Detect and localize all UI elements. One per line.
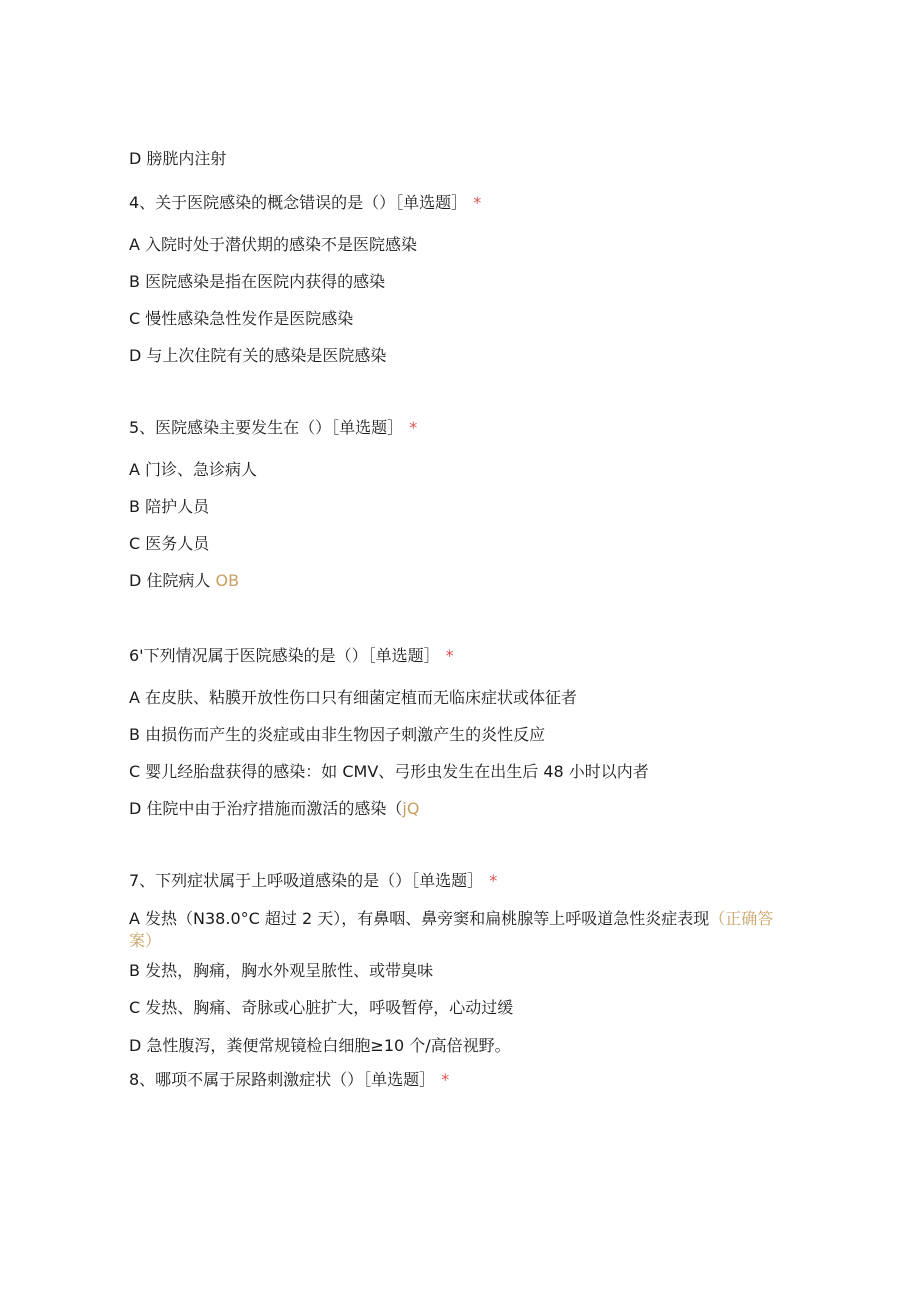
required-star: * (409, 418, 418, 437)
q5-option-d[interactable] (129, 570, 239, 592)
question-4 (129, 192, 481, 214)
question-4-stem: 4、关于医院感染的概念错误的是（）［单选题］ (129, 193, 468, 212)
required-star: * (473, 193, 482, 212)
question-6-stem: 6'下列情况属于医院感染的是（）［单选题］ (129, 646, 440, 665)
required-star: * (441, 1070, 450, 1089)
q7-option-b[interactable]: B 发热，胸痛，胸水外观呈脓性、或带臭味 (129, 961, 434, 980)
question-7-stem: 7、下列症状属于上呼吸道感染的是（）［单选题］ (129, 871, 484, 890)
q7-option-a-text: A 发热（N38.0°C 超过 2 天），有鼻咽、鼻旁窦和扁桃腺等上呼吸道急性炎症表现 (129, 909, 710, 928)
question-7 (129, 870, 497, 892)
q4-option-d[interactable]: D 与上次住院有关的感染是医院感染 (129, 346, 387, 365)
q4-option-b[interactable]: B 医院感染是指在医院内获得的感染 (129, 272, 386, 291)
answer-mark: OB (215, 571, 240, 590)
q3-option-d[interactable]: D 膀胱内注射 (129, 149, 227, 168)
required-star: * (445, 646, 454, 665)
question-5 (129, 417, 417, 439)
q5-option-b[interactable]: B 陪护人员 (129, 497, 210, 516)
q4-option-a[interactable]: A 入院时处于潜伏期的感染不是医院感染 (129, 235, 418, 254)
question-8 (129, 1069, 449, 1091)
q6-option-b[interactable]: B 由损伤而产生的炎症或由非生物因子刺激产生的炎性反应 (129, 725, 546, 744)
q5-option-d-text: D 住院病人 (129, 571, 211, 590)
q4-option-c[interactable]: C 慢性感染急性发作是医院感染 (129, 309, 354, 328)
q6-option-c[interactable]: C 婴儿经胎盘获得的感染：如 CMV、弓形虫发生在出生后 48 小时以内者 (129, 762, 649, 781)
question-8-stem: 8、哪项不属于尿路刺激症状（）［单选题］ (129, 1070, 436, 1089)
q7-option-d[interactable]: D 急性腹泻，粪便常规镜检白细胞≥10 个/高倍视野。 (129, 1036, 511, 1055)
q5-option-c[interactable]: C 医务人员 (129, 534, 210, 553)
q6-option-d[interactable] (129, 798, 419, 820)
q7-option-c[interactable]: C 发热、胸痛、奇脉或心脏扩大，呼吸暂停，心动过缓 (129, 998, 514, 1017)
question-6 (129, 645, 454, 667)
answer-mark: （正确答案） (129, 909, 774, 950)
required-star: * (489, 871, 498, 890)
question-5-stem: 5、医院感染主要发生在（）［单选题］ (129, 418, 404, 437)
q6-option-a[interactable]: A 在皮肤、粘膜开放性伤口只有细菌定植而无临床症状或体征者 (129, 688, 578, 707)
answer-mark: jQ (402, 799, 420, 818)
q5-option-a[interactable]: A 门诊、急诊病人 (129, 460, 258, 479)
q7-option-a[interactable] (129, 908, 779, 952)
q6-option-d-text: D 住院中由于治疗措施而激活的感染（ (129, 799, 403, 818)
